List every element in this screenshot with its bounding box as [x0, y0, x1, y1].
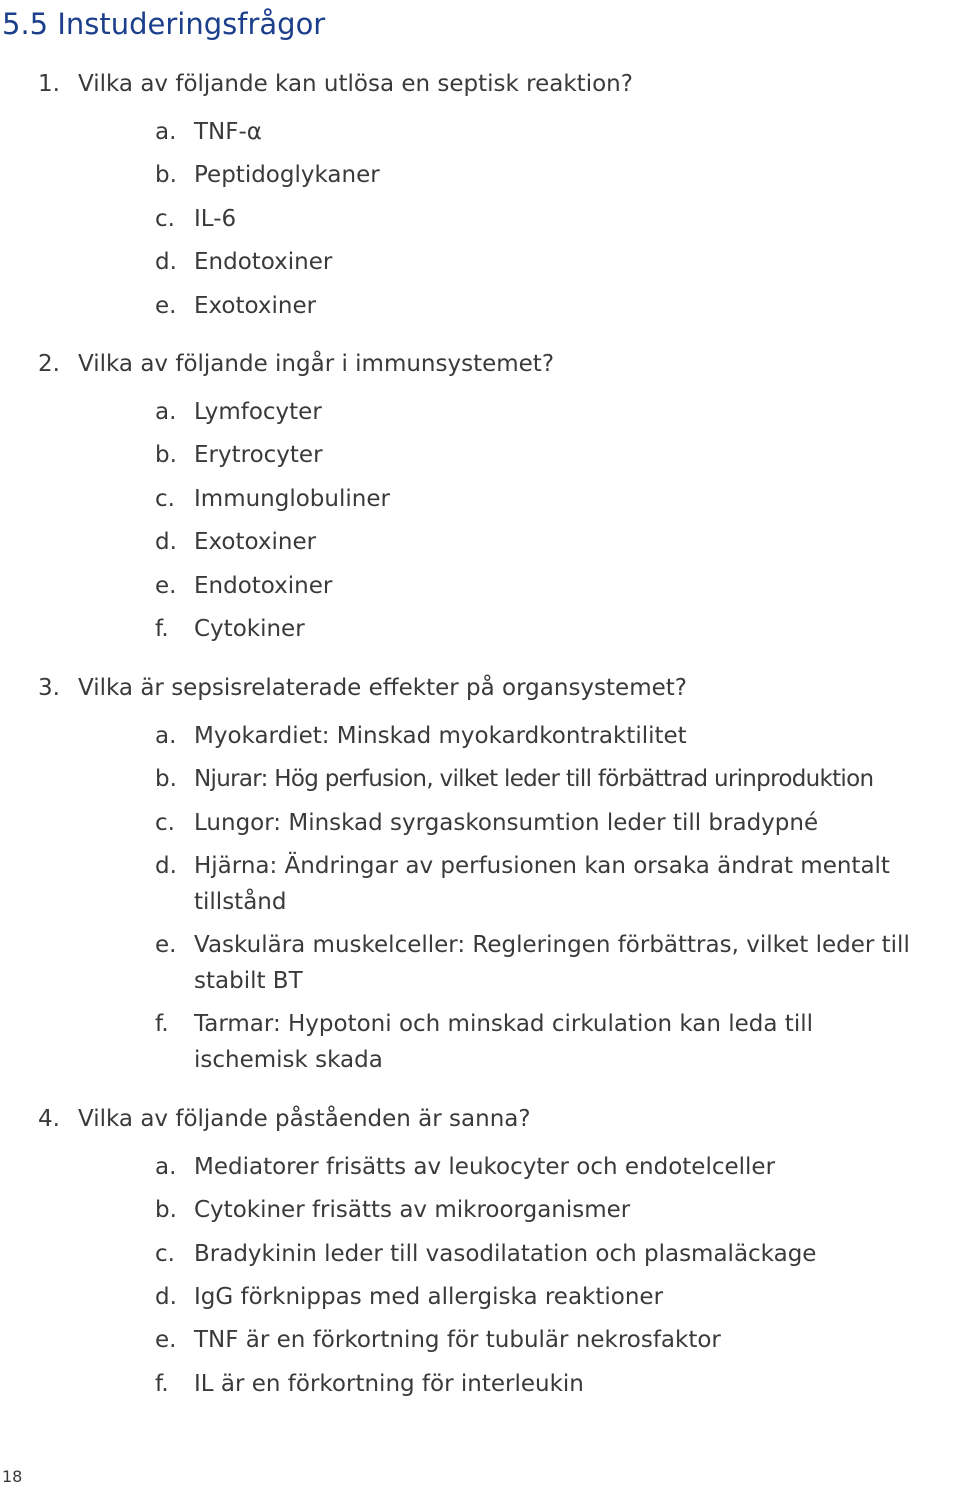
question-number: 3.	[38, 675, 60, 701]
option-text: Hjärna: Ändringar av perfusionen kan orsaka ändrat mentalt tillstånd	[194, 853, 890, 915]
option-letter: d.	[155, 249, 177, 275]
option-text: Vaskulära muskelceller: Regleringen förbättras, vilket leder till stabilt BT	[194, 932, 910, 994]
option-text: Mediatorer frisätts av leukocyter och endotelceller	[194, 1154, 776, 1180]
option-letter: d.	[155, 1284, 177, 1310]
question-number: 2.	[38, 351, 60, 377]
option-text: Tarmar: Hypotoni och minskad cirkulation kan leda till ischemisk skada	[194, 1011, 813, 1073]
option-letter: c.	[155, 486, 175, 512]
option-text: Myokardiet: Minskad myokardkontraktilitet	[194, 723, 687, 749]
option-letter: f.	[155, 1011, 169, 1037]
page-number: 18	[2, 1467, 23, 1486]
option-text: TNF-α	[194, 119, 262, 145]
option-letter: b.	[155, 442, 177, 468]
option-text: IL är en förkortning för interleukin	[194, 1371, 584, 1397]
option-text: Njurar: Hög perfusion, vilket leder till förbättrad urinproduktion	[194, 766, 874, 792]
question-number: 4.	[38, 1106, 60, 1132]
option-letter: d.	[155, 853, 177, 879]
option-letter: b.	[155, 766, 177, 792]
page-title: 5.5 Instuderingsfrågor	[2, 7, 326, 41]
question-text: Vilka av följande ingår i immunsystemet?	[78, 351, 555, 377]
option-text: Endotoxiner	[194, 573, 333, 599]
option-letter: c.	[155, 206, 175, 232]
option-text: TNF är en förkortning för tubulär nekrosfaktor	[194, 1327, 721, 1353]
option-letter: e.	[155, 573, 177, 599]
option-text: Erytrocyter	[194, 442, 323, 468]
option-text: IgG förknippas med allergiska reaktioner	[194, 1284, 664, 1310]
option-letter: c.	[155, 810, 175, 836]
option-text: Exotoxiner	[194, 529, 317, 555]
question-number: 1.	[38, 71, 60, 97]
option-letter: a.	[155, 1154, 177, 1180]
option-letter: a.	[155, 399, 177, 425]
option-letter: c.	[155, 1241, 175, 1267]
option-text: Lungor: Minskad syrgaskonsumtion leder till bradypné	[194, 810, 819, 836]
option-text: Cytokiner	[194, 616, 305, 642]
question-text: Vilka av följande påståenden är sanna?	[78, 1106, 531, 1132]
question-text: Vilka av följande kan utlösa en septisk reaktion?	[78, 71, 633, 97]
option-letter: e.	[155, 293, 177, 319]
option-letter: d.	[155, 529, 177, 555]
option-text: IL-6	[194, 206, 237, 232]
option-letter: a.	[155, 119, 177, 145]
option-letter: b.	[155, 1197, 177, 1223]
option-text: Cytokiner frisätts av mikroorganismer	[194, 1197, 631, 1223]
option-text: Lymfocyter	[194, 399, 322, 425]
option-text: Bradykinin leder till vasodilatation och plasmaläckage	[194, 1241, 817, 1267]
option-letter: f.	[155, 616, 169, 642]
option-text: Peptidoglykaner	[194, 162, 380, 188]
option-letter: a.	[155, 723, 177, 749]
option-text: Endotoxiner	[194, 249, 333, 275]
option-letter: e.	[155, 1327, 177, 1353]
option-letter: e.	[155, 932, 177, 958]
question-text: Vilka är sepsisrelaterade effekter på organsystemet?	[78, 675, 687, 701]
option-letter: b.	[155, 162, 177, 188]
option-text: Immunglobuliner	[194, 486, 390, 512]
option-text: Exotoxiner	[194, 293, 317, 319]
option-letter: f.	[155, 1371, 169, 1397]
